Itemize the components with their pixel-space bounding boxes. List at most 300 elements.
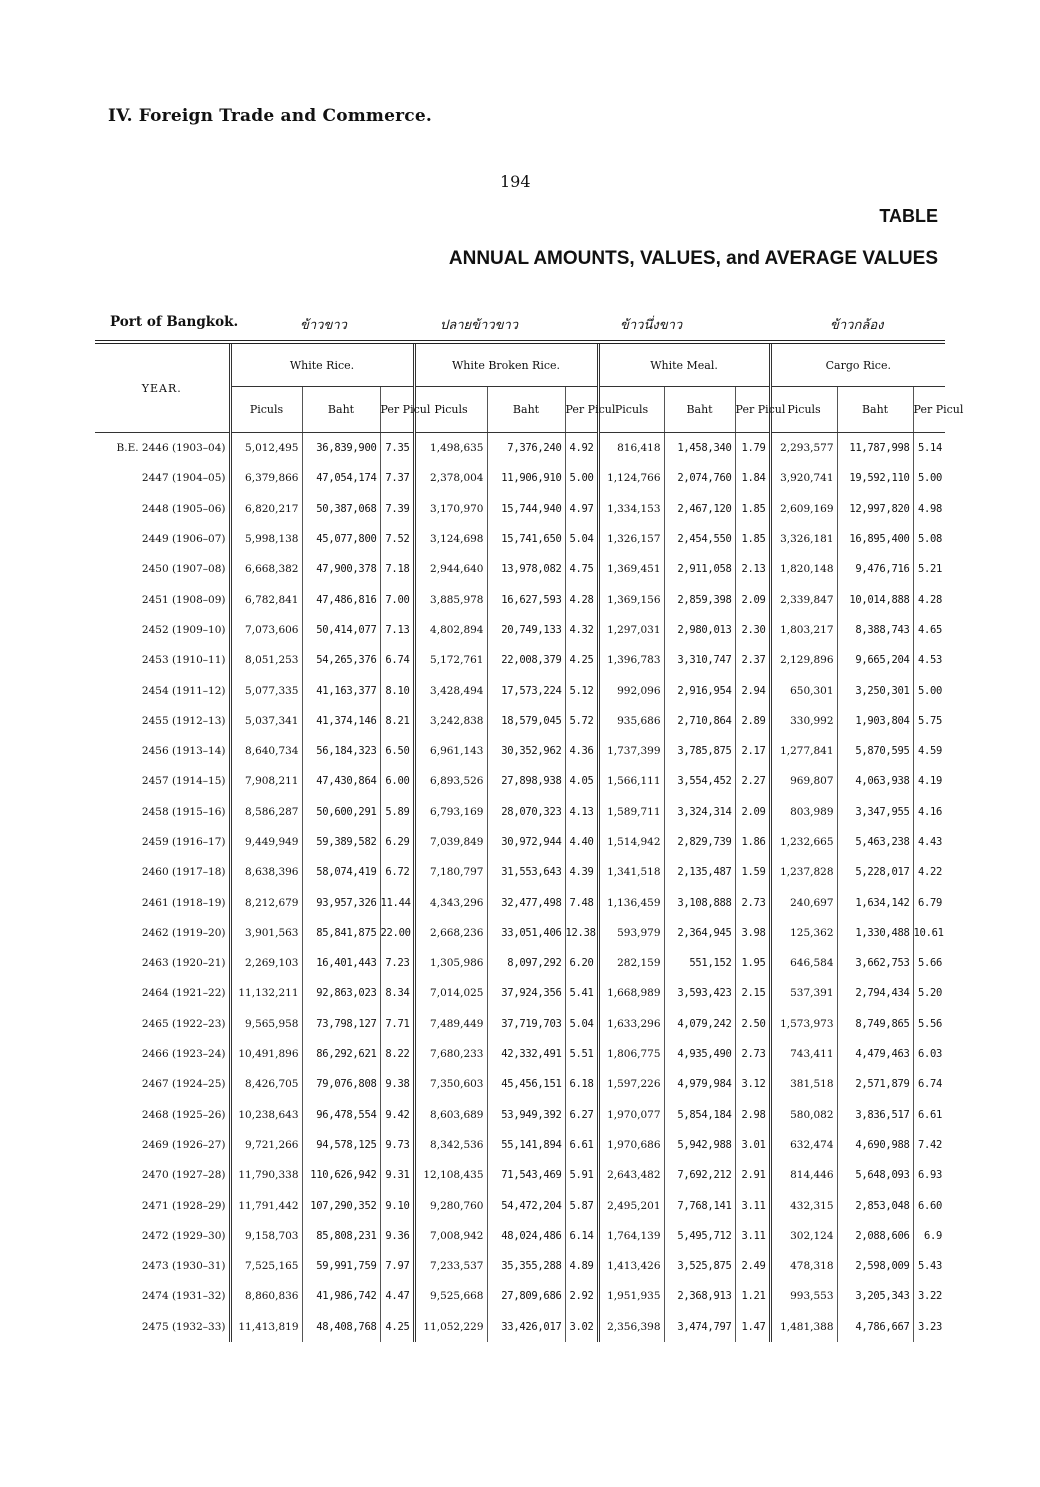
white-meal-baht-cell: 3,108,888	[664, 887, 735, 917]
white-rice-baht-cell: 56,184,323	[302, 736, 380, 766]
white-broken-rice-piculs-cell: 7,233,537	[414, 1251, 487, 1281]
white-broken-rice-per-picul-cell: 6.61	[565, 1130, 598, 1160]
year-cell: B.E. 2446 (1903–04)	[116, 442, 226, 455]
cargo-rice-per-picul-cell: 10.61	[913, 918, 945, 948]
white-rice-piculs-cell: 8,640,734	[230, 736, 302, 766]
table-row	[95, 1130, 945, 1160]
cargo-rice-piculs-cell: 580,082	[770, 1100, 837, 1130]
white-broken-rice-piculs-cell: 2,668,236	[414, 918, 487, 948]
white-rice-baht-cell: 50,387,068	[302, 494, 380, 524]
cargo-rice-per-picul-cell: 6.61	[913, 1100, 945, 1130]
white-meal-baht-cell: 2,454,550	[664, 524, 735, 554]
white-rice-per-picul-cell: 7.52	[380, 524, 414, 554]
white-rice-piculs-cell: 8,860,836	[230, 1281, 302, 1311]
white-broken-rice-baht-cell: 48,024,486	[487, 1221, 565, 1251]
cargo-rice-baht-cell: 4,063,938	[837, 766, 913, 796]
white-rice-per-picul-cell: 7.35	[380, 433, 414, 464]
table-row	[95, 584, 945, 614]
table-row	[95, 433, 945, 464]
white-broken-rice-baht-cell: 22,008,379	[487, 645, 565, 675]
thai-label-cargo-rice: ข้าวกล้อง	[830, 318, 884, 333]
cargo-rice-per-picul-cell: 3.22	[913, 1281, 945, 1311]
cargo-rice-piculs-cell: 125,362	[770, 918, 837, 948]
white-broken-rice-baht-cell: 27,898,938	[487, 766, 565, 796]
cargo-rice-per-picul-cell: 5.08	[913, 524, 945, 554]
white-broken-rice-piculs-cell: 3,885,978	[414, 584, 487, 614]
white-broken-rice-baht-cell: 11,906,910	[487, 463, 565, 493]
cargo-rice-baht-cell: 1,903,804	[837, 706, 913, 736]
table-row	[95, 1281, 945, 1311]
white-meal-piculs-cell: 935,686	[598, 706, 664, 736]
white-meal-per-picul-cell: 2.94	[735, 675, 770, 705]
white-broken-rice-per-picul-cell: 5.04	[565, 524, 598, 554]
white-meal-piculs-cell: 1,737,399	[598, 736, 664, 766]
table-body	[95, 433, 945, 1342]
white-meal-piculs-cell: 1,341,518	[598, 857, 664, 887]
white-meal-baht-cell: 2,467,120	[664, 494, 735, 524]
piculs-header: Piculs	[770, 387, 837, 433]
white-broken-rice-piculs-cell: 6,961,143	[414, 736, 487, 766]
table-row	[95, 797, 945, 827]
white-rice-per-picul-cell: 8.21	[380, 706, 414, 736]
white-meal-baht-cell: 2,916,954	[664, 675, 735, 705]
year-cell: 2451 (1908–09)	[141, 593, 226, 606]
cargo-rice-piculs-cell: 3,920,741	[770, 463, 837, 493]
white-broken-rice-baht-cell: 7,376,240	[487, 433, 565, 464]
year-cell: 2468 (1925–26)	[141, 1108, 226, 1121]
white-rice-per-picul-cell: 4.25	[380, 1312, 414, 1342]
white-meal-baht-cell: 3,554,452	[664, 766, 735, 796]
cargo-rice-per-picul-cell: 5.21	[913, 554, 945, 584]
cargo-rice-per-picul-cell: 5.00	[913, 463, 945, 493]
white-broken-rice-piculs-cell: 7,180,797	[414, 857, 487, 887]
cargo-rice-piculs-cell: 432,315	[770, 1190, 837, 1220]
white-broken-rice-per-picul-cell: 5.12	[565, 675, 598, 705]
white-meal-per-picul-cell: 2.91	[735, 1160, 770, 1190]
white-meal-baht-cell: 7,768,141	[664, 1190, 735, 1220]
table-row	[95, 887, 945, 917]
white-meal-piculs-cell: 1,369,156	[598, 584, 664, 614]
white-broken-rice-piculs-cell: 3,124,698	[414, 524, 487, 554]
white-meal-piculs-cell: 1,806,775	[598, 1039, 664, 1069]
white-meal-piculs-cell: 1,514,942	[598, 827, 664, 857]
cargo-rice-per-picul-cell: 6.9	[913, 1221, 945, 1251]
white-meal-baht-cell: 7,692,212	[664, 1160, 735, 1190]
table-row	[95, 706, 945, 736]
white-broken-rice-per-picul-cell: 4.25	[565, 645, 598, 675]
white-rice-header: White Rice.	[230, 342, 414, 387]
cargo-rice-piculs-cell: 1,481,388	[770, 1312, 837, 1342]
cargo-rice-piculs-cell: 2,339,847	[770, 584, 837, 614]
white-broken-rice-per-picul-cell: 4.05	[565, 766, 598, 796]
cargo-rice-header: Cargo Rice.	[770, 342, 945, 387]
white-broken-rice-baht-cell: 42,332,491	[487, 1039, 565, 1069]
white-broken-rice-piculs-cell: 3,242,838	[414, 706, 487, 736]
baht-header: Baht	[837, 387, 913, 433]
white-broken-rice-per-picul-cell: 4.32	[565, 615, 598, 645]
white-meal-baht-cell: 2,368,913	[664, 1281, 735, 1311]
white-meal-baht-cell: 2,135,487	[664, 857, 735, 887]
cargo-rice-per-picul-cell: 4.53	[913, 645, 945, 675]
cargo-rice-piculs-cell: 2,293,577	[770, 433, 837, 464]
cargo-rice-piculs-cell: 814,446	[770, 1160, 837, 1190]
baht-header: Baht	[487, 387, 565, 433]
white-meal-per-picul-cell: 1.47	[735, 1312, 770, 1342]
white-meal-per-picul-cell: 2.27	[735, 766, 770, 796]
white-meal-per-picul-cell: 2.13	[735, 554, 770, 584]
year-cell: 2461 (1918–19)	[141, 896, 226, 909]
white-rice-baht-cell: 41,374,146	[302, 706, 380, 736]
white-rice-piculs-cell: 6,782,841	[230, 584, 302, 614]
white-rice-piculs-cell: 11,791,442	[230, 1190, 302, 1220]
cargo-rice-baht-cell: 3,836,517	[837, 1100, 913, 1130]
year-cell: 2463 (1920–21)	[141, 957, 226, 970]
white-broken-rice-per-picul-cell: 7.48	[565, 887, 598, 917]
white-broken-rice-baht-cell: 15,744,940	[487, 494, 565, 524]
year-cell: 2462 (1919–20)	[141, 926, 226, 939]
white-rice-piculs-cell: 6,379,866	[230, 463, 302, 493]
table-row	[95, 1221, 945, 1251]
white-meal-per-picul-cell: 3.12	[735, 1069, 770, 1099]
cargo-rice-baht-cell: 1,634,142	[837, 887, 913, 917]
cargo-rice-baht-cell: 16,895,400	[837, 524, 913, 554]
white-meal-baht-cell: 2,074,760	[664, 463, 735, 493]
white-meal-per-picul-cell: 1.84	[735, 463, 770, 493]
white-broken-rice-per-picul-cell: 6.27	[565, 1100, 598, 1130]
table-row	[95, 1100, 945, 1130]
white-broken-rice-baht-cell: 17,573,224	[487, 675, 565, 705]
year-cell: 2449 (1906–07)	[141, 533, 226, 546]
cargo-rice-piculs-cell: 2,129,896	[770, 645, 837, 675]
white-broken-rice-per-picul-cell: 6.14	[565, 1221, 598, 1251]
white-rice-baht-cell: 47,054,174	[302, 463, 380, 493]
white-broken-rice-piculs-cell: 2,944,640	[414, 554, 487, 584]
white-broken-rice-header: White Broken Rice.	[414, 342, 598, 387]
white-meal-piculs-cell: 1,764,139	[598, 1221, 664, 1251]
white-meal-per-picul-cell: 2.30	[735, 615, 770, 645]
white-rice-piculs-cell: 11,413,819	[230, 1312, 302, 1342]
piculs-header: Piculs	[414, 387, 487, 433]
cargo-rice-baht-cell: 4,786,667	[837, 1312, 913, 1342]
table-row	[95, 615, 945, 645]
table-row	[95, 948, 945, 978]
white-rice-per-picul-cell: 11.44	[380, 887, 414, 917]
table-row	[95, 554, 945, 584]
year-cell: 2470 (1927–28)	[141, 1169, 226, 1182]
white-broken-rice-piculs-cell: 6,893,526	[414, 766, 487, 796]
white-broken-rice-baht-cell: 30,972,944	[487, 827, 565, 857]
white-rice-per-picul-cell: 8.22	[380, 1039, 414, 1069]
cargo-rice-piculs-cell: 381,518	[770, 1069, 837, 1099]
cargo-rice-piculs-cell: 632,474	[770, 1130, 837, 1160]
cargo-rice-piculs-cell: 240,697	[770, 887, 837, 917]
white-broken-rice-baht-cell: 45,456,151	[487, 1069, 565, 1099]
cargo-rice-per-picul-cell: 7.42	[913, 1130, 945, 1160]
white-broken-rice-baht-cell: 55,141,894	[487, 1130, 565, 1160]
white-broken-rice-piculs-cell: 11,052,229	[414, 1312, 487, 1342]
cargo-rice-piculs-cell: 803,989	[770, 797, 837, 827]
white-broken-rice-piculs-cell: 7,680,233	[414, 1039, 487, 1069]
white-rice-per-picul-cell: 7.13	[380, 615, 414, 645]
cargo-rice-per-picul-cell: 4.43	[913, 827, 945, 857]
year-cell: 2455 (1912–13)	[141, 714, 226, 727]
white-rice-per-picul-cell: 7.97	[380, 1251, 414, 1281]
white-rice-baht-cell: 16,401,443	[302, 948, 380, 978]
white-rice-baht-cell: 73,798,127	[302, 1009, 380, 1039]
white-rice-baht-cell: 96,478,554	[302, 1100, 380, 1130]
white-rice-piculs-cell: 8,051,253	[230, 645, 302, 675]
cargo-rice-baht-cell: 4,690,988	[837, 1130, 913, 1160]
cargo-rice-baht-cell: 3,205,343	[837, 1281, 913, 1311]
year-column-header: YEAR.	[95, 342, 230, 433]
white-broken-rice-piculs-cell: 7,350,603	[414, 1069, 487, 1099]
white-meal-piculs-cell: 282,159	[598, 948, 664, 978]
white-meal-per-picul-cell: 3.98	[735, 918, 770, 948]
year-cell: 2457 (1914–15)	[141, 775, 226, 788]
year-cell: 2453 (1910–11)	[141, 654, 226, 667]
white-broken-rice-piculs-cell: 3,428,494	[414, 675, 487, 705]
white-broken-rice-baht-cell: 8,097,292	[487, 948, 565, 978]
white-rice-per-picul-cell: 9.42	[380, 1100, 414, 1130]
white-meal-per-picul-cell: 3.01	[735, 1130, 770, 1160]
white-broken-rice-piculs-cell: 1,498,635	[414, 433, 487, 464]
white-broken-rice-baht-cell: 33,426,017	[487, 1312, 565, 1342]
white-meal-piculs-cell: 2,356,398	[598, 1312, 664, 1342]
white-broken-rice-per-picul-cell: 2.92	[565, 1281, 598, 1311]
white-broken-rice-per-picul-cell: 5.41	[565, 978, 598, 1008]
white-rice-piculs-cell: 8,212,679	[230, 887, 302, 917]
white-broken-rice-piculs-cell: 9,280,760	[414, 1190, 487, 1220]
white-broken-rice-piculs-cell: 7,014,025	[414, 978, 487, 1008]
white-broken-rice-piculs-cell: 7,039,849	[414, 827, 487, 857]
cargo-rice-per-picul-cell: 5.00	[913, 675, 945, 705]
year-cell: 2467 (1924–25)	[141, 1078, 226, 1091]
table-row	[95, 736, 945, 766]
white-broken-rice-per-picul-cell: 6.18	[565, 1069, 598, 1099]
white-rice-baht-cell: 79,076,808	[302, 1069, 380, 1099]
white-broken-rice-baht-cell: 33,051,406	[487, 918, 565, 948]
white-rice-per-picul-cell: 7.18	[380, 554, 414, 584]
white-rice-per-picul-cell: 7.71	[380, 1009, 414, 1039]
cargo-rice-baht-cell: 2,571,879	[837, 1069, 913, 1099]
white-broken-rice-piculs-cell: 7,489,449	[414, 1009, 487, 1039]
white-meal-piculs-cell: 1,970,077	[598, 1100, 664, 1130]
white-rice-per-picul-cell: 9.73	[380, 1130, 414, 1160]
cargo-rice-piculs-cell: 1,803,217	[770, 615, 837, 645]
white-meal-piculs-cell: 1,633,296	[598, 1009, 664, 1039]
white-rice-per-picul-cell: 9.31	[380, 1160, 414, 1190]
white-broken-rice-per-picul-cell: 4.40	[565, 827, 598, 857]
white-rice-baht-cell: 47,430,864	[302, 766, 380, 796]
white-rice-per-picul-cell: 6.50	[380, 736, 414, 766]
year-cell: 2464 (1921–22)	[141, 987, 226, 1000]
white-meal-baht-cell: 5,854,184	[664, 1100, 735, 1130]
year-cell: 2450 (1907–08)	[141, 563, 226, 576]
table-row	[95, 645, 945, 675]
white-rice-baht-cell: 41,986,742	[302, 1281, 380, 1311]
white-meal-per-picul-cell: 2.37	[735, 645, 770, 675]
table-row	[95, 1160, 945, 1190]
white-meal-baht-cell: 2,859,398	[664, 584, 735, 614]
white-meal-piculs-cell: 1,970,686	[598, 1130, 664, 1160]
cargo-rice-piculs-cell: 2,609,169	[770, 494, 837, 524]
white-rice-baht-cell: 45,077,800	[302, 524, 380, 554]
page-number: 194	[500, 172, 531, 191]
white-broken-rice-per-picul-cell: 3.02	[565, 1312, 598, 1342]
white-rice-piculs-cell: 8,426,705	[230, 1069, 302, 1099]
white-meal-baht-cell: 2,829,739	[664, 827, 735, 857]
cargo-rice-baht-cell: 11,787,998	[837, 433, 913, 464]
cargo-rice-piculs-cell: 646,584	[770, 948, 837, 978]
white-meal-per-picul-cell: 1.86	[735, 827, 770, 857]
cargo-rice-per-picul-cell: 4.65	[913, 615, 945, 645]
cargo-rice-baht-cell: 10,014,888	[837, 584, 913, 614]
white-rice-baht-cell: 107,290,352	[302, 1190, 380, 1220]
white-broken-rice-per-picul-cell: 4.92	[565, 433, 598, 464]
white-broken-rice-piculs-cell: 7,008,942	[414, 1221, 487, 1251]
cargo-rice-baht-cell: 2,088,606	[837, 1221, 913, 1251]
cargo-rice-per-picul-cell: 5.75	[913, 706, 945, 736]
white-meal-baht-cell: 4,935,490	[664, 1039, 735, 1069]
white-rice-piculs-cell: 6,668,382	[230, 554, 302, 584]
white-meal-per-picul-cell: 1.21	[735, 1281, 770, 1311]
year-cell: 2452 (1909–10)	[141, 623, 226, 636]
white-meal-baht-cell: 551,152	[664, 948, 735, 978]
white-meal-per-picul-cell: 3.11	[735, 1190, 770, 1220]
white-meal-baht-cell: 4,979,984	[664, 1069, 735, 1099]
white-rice-piculs-cell: 5,037,341	[230, 706, 302, 736]
white-broken-rice-per-picul-cell: 4.28	[565, 584, 598, 614]
white-broken-rice-baht-cell: 15,741,650	[487, 524, 565, 554]
cargo-rice-piculs-cell: 1,820,148	[770, 554, 837, 584]
white-rice-piculs-cell: 10,238,643	[230, 1100, 302, 1130]
cargo-rice-piculs-cell: 1,237,828	[770, 857, 837, 887]
year-cell: 2475 (1932–33)	[141, 1320, 226, 1333]
piculs-header: Piculs	[230, 387, 302, 433]
cargo-rice-piculs-cell: 330,992	[770, 706, 837, 736]
white-broken-rice-per-picul-cell: 4.75	[565, 554, 598, 584]
white-meal-piculs-cell: 2,495,201	[598, 1190, 664, 1220]
thai-label-white-broken-rice: ปลายข้าวขาว	[440, 318, 519, 333]
white-meal-per-picul-cell: 2.09	[735, 797, 770, 827]
white-broken-rice-piculs-cell: 8,603,689	[414, 1100, 487, 1130]
table-row	[95, 978, 945, 1008]
cargo-rice-piculs-cell: 743,411	[770, 1039, 837, 1069]
white-meal-piculs-cell: 1,597,226	[598, 1069, 664, 1099]
white-rice-piculs-cell: 6,820,217	[230, 494, 302, 524]
cargo-rice-per-picul-cell: 5.43	[913, 1251, 945, 1281]
year-cell: 2473 (1930–31)	[141, 1260, 226, 1273]
cargo-rice-per-picul-cell: 5.14	[913, 433, 945, 464]
white-meal-per-picul-cell: 2.73	[735, 887, 770, 917]
year-cell: 2448 (1905–06)	[141, 502, 226, 515]
white-rice-baht-cell: 85,808,231	[302, 1221, 380, 1251]
per-picul-header: Per Picul	[565, 387, 598, 433]
white-rice-piculs-cell: 3,901,563	[230, 918, 302, 948]
white-rice-per-picul-cell: 6.29	[380, 827, 414, 857]
cargo-rice-baht-cell: 3,250,301	[837, 675, 913, 705]
cargo-rice-per-picul-cell: 3.23	[913, 1312, 945, 1342]
white-meal-baht-cell: 4,079,242	[664, 1009, 735, 1039]
port-label: Port of Bangkok.	[110, 314, 239, 330]
white-broken-rice-baht-cell: 53,949,392	[487, 1100, 565, 1130]
year-cell: 2474 (1931–32)	[141, 1290, 226, 1303]
year-cell: 2471 (1928–29)	[141, 1199, 226, 1212]
white-rice-piculs-cell: 5,012,495	[230, 433, 302, 464]
white-broken-rice-piculs-cell: 6,793,169	[414, 797, 487, 827]
cargo-rice-per-picul-cell: 6.03	[913, 1039, 945, 1069]
white-rice-baht-cell: 59,389,582	[302, 827, 380, 857]
white-meal-header: White Meal.	[598, 342, 770, 387]
white-broken-rice-baht-cell: 35,355,288	[487, 1251, 565, 1281]
white-rice-piculs-cell: 5,998,138	[230, 524, 302, 554]
white-meal-per-picul-cell: 2.09	[735, 584, 770, 614]
white-broken-rice-piculs-cell: 5,172,761	[414, 645, 487, 675]
white-meal-baht-cell: 2,911,058	[664, 554, 735, 584]
year-cell: 2465 (1922–23)	[141, 1017, 226, 1030]
white-rice-baht-cell: 85,841,875	[302, 918, 380, 948]
white-rice-per-picul-cell: 9.38	[380, 1069, 414, 1099]
table-heading: TABLE	[879, 206, 938, 226]
white-rice-piculs-cell: 7,525,165	[230, 1251, 302, 1281]
cargo-rice-piculs-cell: 1,573,973	[770, 1009, 837, 1039]
year-cell: 2458 (1915–16)	[141, 805, 226, 818]
white-rice-piculs-cell: 9,449,949	[230, 827, 302, 857]
white-meal-per-picul-cell: 2.50	[735, 1009, 770, 1039]
white-meal-piculs-cell: 1,136,459	[598, 887, 664, 917]
white-rice-piculs-cell: 2,269,103	[230, 948, 302, 978]
cargo-rice-per-picul-cell: 4.98	[913, 494, 945, 524]
table-row	[95, 766, 945, 796]
white-broken-rice-piculs-cell: 4,343,296	[414, 887, 487, 917]
white-rice-per-picul-cell: 9.36	[380, 1221, 414, 1251]
white-meal-piculs-cell: 1,297,031	[598, 615, 664, 645]
white-broken-rice-piculs-cell: 9,525,668	[414, 1281, 487, 1311]
white-rice-baht-cell: 94,578,125	[302, 1130, 380, 1160]
table-subheading: ANNUAL AMOUNTS, VALUES, and AVERAGE VALUES	[448, 248, 938, 269]
cargo-rice-per-picul-cell: 4.22	[913, 857, 945, 887]
white-rice-per-picul-cell: 7.00	[380, 584, 414, 614]
white-broken-rice-baht-cell: 71,543,469	[487, 1160, 565, 1190]
white-broken-rice-baht-cell: 20,749,133	[487, 615, 565, 645]
year-cell: 2459 (1916–17)	[141, 836, 226, 848]
per-picul-header: Per Picul	[380, 387, 414, 433]
white-meal-baht-cell: 5,495,712	[664, 1221, 735, 1251]
cargo-rice-baht-cell: 12,997,820	[837, 494, 913, 524]
white-broken-rice-per-picul-cell: 5.91	[565, 1160, 598, 1190]
table-row	[95, 1312, 945, 1342]
year-cell: 2460 (1917–18)	[141, 866, 226, 879]
white-rice-per-picul-cell: 22.00	[380, 918, 414, 948]
cargo-rice-baht-cell: 4,479,463	[837, 1039, 913, 1069]
white-broken-rice-per-picul-cell: 4.89	[565, 1251, 598, 1281]
white-meal-piculs-cell: 1,589,711	[598, 797, 664, 827]
white-meal-baht-cell: 2,364,945	[664, 918, 735, 948]
cargo-rice-baht-cell: 2,853,048	[837, 1190, 913, 1220]
white-rice-per-picul-cell: 5.89	[380, 797, 414, 827]
white-meal-per-picul-cell: 3.11	[735, 1221, 770, 1251]
white-meal-baht-cell: 3,310,747	[664, 645, 735, 675]
white-broken-rice-per-picul-cell: 5.04	[565, 1009, 598, 1039]
table-row	[95, 463, 945, 493]
white-rice-piculs-cell: 8,638,396	[230, 857, 302, 887]
white-meal-per-picul-cell: 2.15	[735, 978, 770, 1008]
white-rice-baht-cell: 110,626,942	[302, 1160, 380, 1190]
cargo-rice-baht-cell: 5,228,017	[837, 857, 913, 887]
table-row	[95, 494, 945, 524]
per-picul-header: Per Picul	[913, 387, 945, 433]
white-meal-piculs-cell: 992,096	[598, 675, 664, 705]
